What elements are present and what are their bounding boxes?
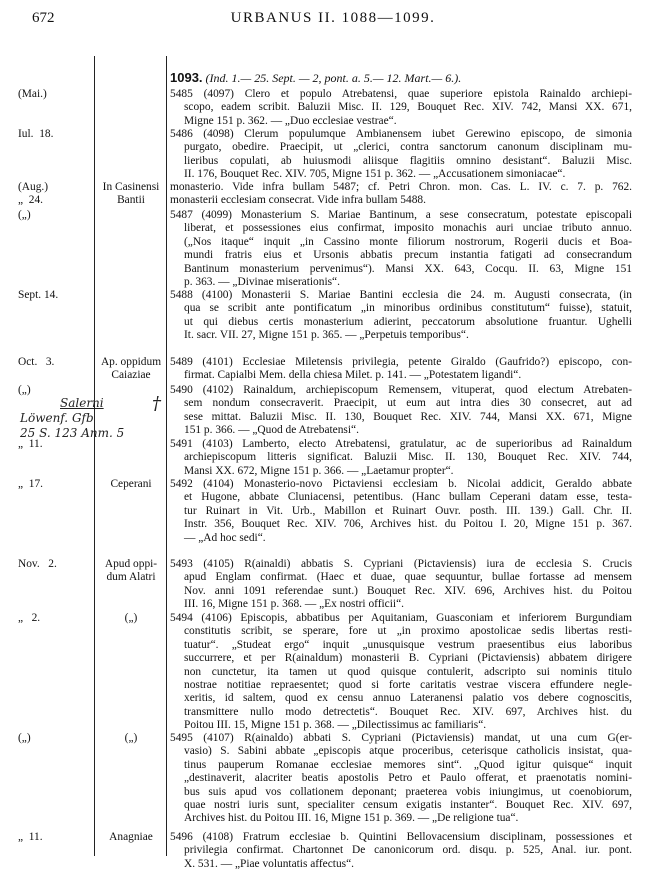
entry-line: Instr. 356, Bouquet Rec. XIV. 706, Archives hist. du Poitou I. 20, Migne 151 p. 367. <box>184 518 632 531</box>
entry-text <box>170 558 632 612</box>
entry-place: („) <box>124 612 138 624</box>
entry-text <box>170 384 632 438</box>
entry-line: 5487 (4099) Monasterium S. Mariae Bantinum, a sese consecratum, potestate episcopali <box>170 209 632 221</box>
entry-date: „ 2. <box>18 612 41 624</box>
entry-text <box>170 612 632 733</box>
entry-line: qua se scribit ante pontificatum „in minoribus ordinibus constitutum“ fuisse), statuit, <box>184 302 632 315</box>
entry-line: Mansi XX. 672, Migne 151 p. 366. — „Laetamur propter“. <box>184 464 454 477</box>
entry-date: („) <box>18 732 31 744</box>
entry-line: 5493 (4105) R(ainaldi) abbatis S. Cypriani (Pictaviensis) iura de ecclesia S. Crucis <box>170 558 632 570</box>
entry-text <box>170 128 632 182</box>
running-title: URBANUS II. 1088—1099. <box>230 10 436 26</box>
entry-date: Sept. 14. <box>18 289 59 301</box>
column-rule-left <box>94 56 95 856</box>
entry-text <box>170 209 632 289</box>
column-rule-right <box>166 56 167 856</box>
entry-line: sese mittat. Baluzii Misc. II. 130, Bouquet Rec. XIV. 744, Mansi XX. 671, Migne <box>184 410 632 423</box>
entry-line: monasterio. Vide infra bullam 5487; cf. Petri Chron. mon. Cas. L. IV. c. 7. p. 762. <box>170 181 632 193</box>
entry-line: Archives hist. du Poitou III. 16, Migne 151 p. 369. — „De religione tua“. <box>184 812 519 825</box>
entry-date: „ 11. <box>18 831 43 843</box>
handwritten-note: Salerni <box>60 396 104 410</box>
entry-line: non cunctetur, ita tamen ut quod quisque contulerit, adscripto sui nominis titulo <box>184 665 632 678</box>
entry-line: bus suis apud vos collationem deponant; praeterea vobis iniungimus, ut coenobiorum, <box>184 785 632 798</box>
handwritten-note: 25 S. 123 Anm. 5 <box>20 426 125 440</box>
entry-line: sem nondum consecraverit. Praecipit, ut eum aut intra dies 30 consecret, aut ad <box>184 397 632 410</box>
entry-line: „destinaverit, alacriter beatis apostolis Petro et Paulo offerat, et praenotatis nomini- <box>184 772 632 785</box>
entry-line: 5492 (4104) Monasterio-novo Pictaviensi ecclesiam b. Nicolai addicit, Geraldo abbate <box>170 478 632 490</box>
entry-line: monasterii ecclesiam consecrat. Vide infra bullam 5488. <box>170 194 426 207</box>
entry-date: „ 11. <box>18 438 43 450</box>
entry-line: 5486 (4098) Clerum populumque Ambianensem iubet Gerewino episcopo, de simonia <box>170 128 632 140</box>
year-note: (Ind. 1.— 25. Sept. — 2, pont. a. 5.— 12. Mart.— 6.). <box>205 71 462 85</box>
entry-date: („) <box>18 209 31 221</box>
entry-text <box>170 732 632 826</box>
entry-line: 5496 (4108) Fratrum ecclesiae b. Quintini Bellovacensium disciplinam, possessiones et <box>170 831 632 843</box>
entry-place: Ceperani <box>110 478 152 490</box>
entry-place: („) <box>124 732 138 744</box>
entry-line: Bantinum monasterium pervenimus“). Mansi XX. 643, Cocqu. II. 63, Migne 151 <box>184 262 632 275</box>
entry-line: succurrere, et per R(ainaldum) monasterii B. Cypriani (Pictaviensis) abbatem dirigere <box>184 652 632 665</box>
entry-line: tinus pauperum Romanae ecclesiae memores sint“. „Quod igitur quisque“ inquit <box>184 758 632 771</box>
year-heading <box>170 70 461 86</box>
entry-line: mundi fratris eius et Ursonis abbatis precum instantia fatigati ad consecrandum <box>184 249 632 262</box>
entry-date: (Mai.) <box>18 88 47 100</box>
entry-date: Oct. 3. <box>18 356 55 368</box>
entry-line: 5495 (4107) R(ainaldo) abbati S. Cypriani (Pictaviensis) mandat, ut una cum G(er- <box>170 732 632 744</box>
entry-line: Migne 151 p. 362. — „Duo ecclesiae vestrae“. <box>184 114 397 127</box>
entry-line: xeritis, id saltem, quod ex censu annuo Lateranensi palatio vos debere cognoscitis, <box>184 692 632 705</box>
entry-line: 5488 (4100) Monasterii S. Mariae Bantini ecclesia die 24. m. Augusti consecrata, (in <box>170 289 632 301</box>
entry-line: vasio) S. Sabini abbate „episcopis atque proceribus, ceterisque catholicis insistat, qua- <box>184 745 632 758</box>
entry-line: X. 531. — „Piae voluntatis affectus“. <box>184 857 354 870</box>
entry-line: constitutis scribit, se sperare, fore ut „in proximo apostolicae sedis libertas resti- <box>184 625 632 638</box>
entry-text <box>170 831 632 871</box>
entry-text <box>170 478 632 545</box>
entry-line: apud Englam confirmat. (Haec et duae, quae sequuntur, bullae fortasse ad mensem <box>184 571 632 584</box>
entry-text <box>170 181 632 208</box>
entry-line: transmittere nullo modo detrectetis“. Bouquet Rec. XIV. 697, Archives hist. du <box>184 705 632 718</box>
entry-line: 5489 (4101) Ecclesiae Miletensis privilegia, petente Giraldo (Gaufrido?) episcopo, con- <box>170 356 632 368</box>
entry-line: tuatur“. „Studeat ergo“ inquit „unusquisque vestrum praesentibus eius laboribus <box>184 638 632 651</box>
entry-line: p. 363. — „Divinae miserationis“. <box>184 276 340 289</box>
entry-date: „ 17. <box>18 478 43 490</box>
entry-text <box>170 356 632 383</box>
entry-place: In Casinensi Bantii <box>102 181 160 207</box>
entry-line: 5494 (4106) Episcopis, abbatibus per Aquitaniam, Guasconiam et inferiorem Burgundiam <box>170 612 632 624</box>
entry-line: Poitou III. 15, Migne 151 p. 368. — „Dilectissimus ac familiaris“. <box>184 719 487 732</box>
handwritten-note: Löwenf. Gfb <box>20 411 94 425</box>
entry-line: — „Ad hoc sedi“. <box>184 531 266 544</box>
entry-line: 151 p. 366. — „Quod de Atrebatensi“. <box>184 424 359 437</box>
entry-place: Apud oppi- dum Alatri <box>104 558 158 584</box>
entry-line: lieribus copulati, ab huiusmodi aliisque flagitiis omnino desistant“. Baluzii Misc. <box>184 154 632 167</box>
entry-line: et Hugone, abbate Cluniacensi, petentibus. (Hanc bullam Ceperani datam esse, testa- <box>184 491 632 504</box>
year: 1093. <box>170 70 203 85</box>
entry-line: tur Ruinart in Vit. Urb., Mabillon et Ruinart Ouvr. posth. III. 139.) Gall. Chr. II. <box>184 504 632 517</box>
entry-line: quae nostri iuris sunt, specialiter censum exigatis instanter“. Bouquet Rec. XIV. 697, <box>184 799 632 812</box>
entry-line: liberat, et possessiones eius confirmat, imposito monachis auri unciae tributo annuo. <box>184 222 632 235</box>
entry-place: Ap. oppidum Caiaziae <box>100 356 162 382</box>
entry-date: Iul. 18. <box>18 128 54 140</box>
entry-line: („Nos itaque“ inquit „in Cassino monte filiorum nostrorum, Rogerii ducis et Boa- <box>184 235 632 248</box>
page-number: 672 <box>32 10 55 26</box>
entry-line: 5491 (4103) Lamberto, electo Atrebatensi, gratulatur, ac de superioribus ad Rainaldum <box>170 438 632 450</box>
entry-line: III. 16, Migne 151 p. 368. — „Ex nostri officii“. <box>184 598 404 611</box>
entry-line: nostrae notitiae repraesentet; quod si forte caritatis vestrae viscera effundere negle- <box>184 679 632 692</box>
entry-line: ut qui diebus certis monasterium adierint, peccatorum absolutione fruantur. Ughelli <box>184 315 632 328</box>
entry-line: Nov. anni 1091 referendae sunt.) Bouquet Rec. XIV. 696, Archives hist. du Poitou <box>184 584 632 597</box>
entry-line: purgato, obedire. Praecipit, ut „clerici, contra sanctorum canonum disciplinam mu- <box>184 141 632 154</box>
page-header <box>30 10 636 30</box>
entry-line: II. 176, Bouquet Rec. XIV. 705, Migne 151 p. 362. — „Accusationem simoniacae“. <box>184 168 566 181</box>
entry-line: scopo, eadem scribit. Baluzii Misc. II. 129, Bouquet Rec. XIV. 742, Mansi XX. 671, <box>184 101 632 114</box>
handwritten-dagger: † <box>152 393 161 414</box>
entry-line: firmat. Capialbi Mem. della chiesa Milet. p. 141. — „Potestatem ligandi“. <box>184 369 522 382</box>
entry-text <box>170 438 632 478</box>
entry-line: privilegia confirmat. Chartonnet De canonicorum ord. disqu. p. 525, Anal. iur. pont. <box>184 844 632 857</box>
entry-line: It. sacr. VII. 27, Migne 151 p. 365. — „Perpetuis temporibus“. <box>184 329 469 342</box>
entry-place: Anagniae <box>109 831 153 843</box>
entry-text <box>170 289 632 343</box>
entry-line: archiepiscopum litteris significat. Baluzii Misc. II. 130, Bouquet Rec. XIV. 744, <box>184 451 632 464</box>
entry-line: 5490 (4102) Rainaldum, archiepiscopum Remensem, vituperat, quod electum Atrebaten- <box>170 384 632 396</box>
entry-date: („) <box>18 384 31 396</box>
entry-date: (Aug.) „ 24. <box>18 181 49 207</box>
entry-date: Nov. 2. <box>18 558 57 570</box>
entry-line: 5485 (4097) Clero et populo Atrebatensi, quae superiore epistola Rainaldo archiepi- <box>170 88 632 100</box>
entry-text <box>170 88 632 128</box>
